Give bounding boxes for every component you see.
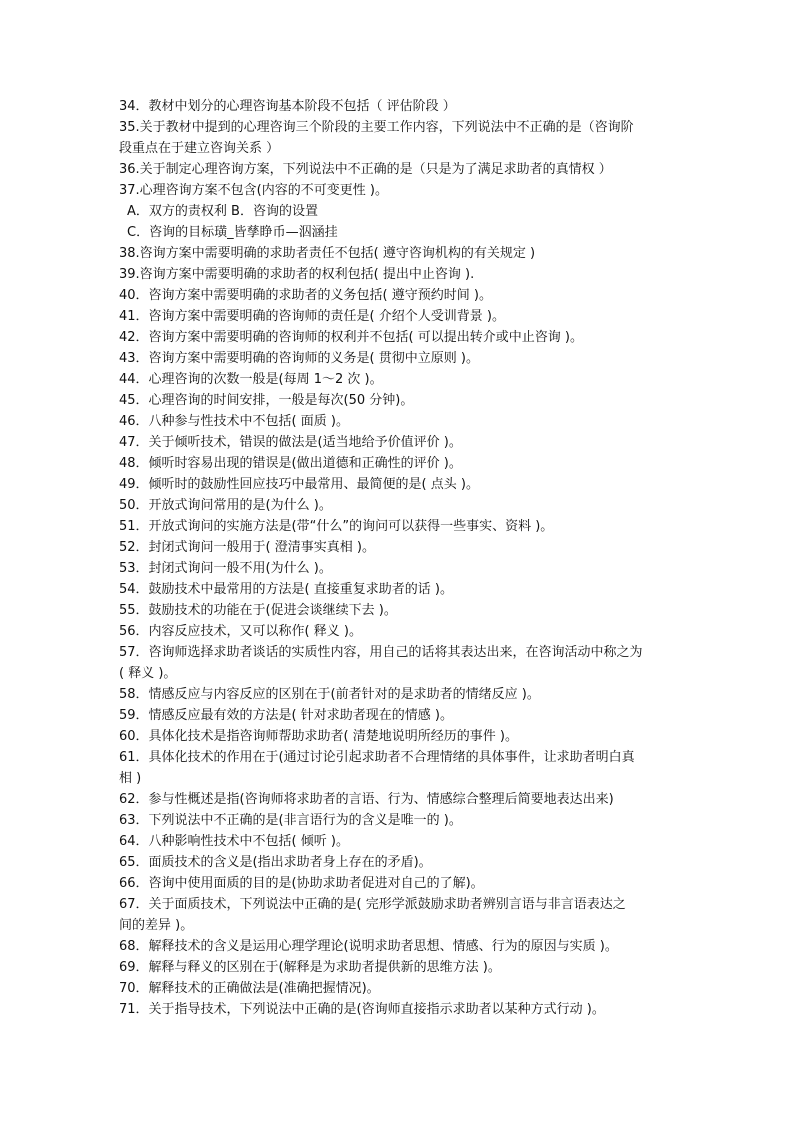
text-line: 50．开放式询问常用的是(为什么 )。 — [119, 498, 332, 513]
text-line: 39.咨询方案中需要明确的求助者的权利包括( 提出中止咨询 ). — [119, 267, 475, 282]
text-line: 段重点在于建立咨询关系 ） — [119, 141, 280, 156]
text-line: 63．下列说法中不正确的是(非言语行为的含义是唯一的 )。 — [119, 813, 462, 828]
text-line: 53．封闭式询问一般不用(为什么 )。 — [119, 561, 332, 576]
text-line: 54．鼓励技术中最常用的方法是( 直接重复求助者的话 )。 — [119, 582, 453, 597]
text-line: 67．关于面质技术，下列说法中正确的是( 完形学派鼓励求助者辨别言语与非言语表达之 — [119, 897, 626, 912]
text-line: 68．解释技术的含义是运用心理学理论(说明求助者思想、情感、行为的原因与实质 )。 — [119, 939, 618, 954]
text-line: 52．封闭式询问一般用于( 澄清事实真相 )。 — [119, 540, 375, 555]
text-line: 48．倾听时容易出现的错误是(做出道德和正确性的评价 )。 — [119, 456, 462, 471]
option-line: A．双方的责权利 B．咨询的设置 — [127, 204, 318, 219]
question-list — [119, 96, 679, 1020]
text-line: 37.心理咨询方案不包含(内容的不可变更性 )。 — [119, 183, 388, 198]
text-line: 62．参与性概述是指(咨询师将求助者的言语、行为、情感综合整理后简要地表达出来) — [119, 792, 614, 807]
text-line: 45．心理咨询的时间安排，一般是每次(50 分钟)。 — [119, 393, 414, 408]
text-line: 61．具体化技术的作用在于(通过讨论引起求助者不合理情绪的具体事件，让求助者明白真 — [119, 750, 635, 765]
text-line: ( 释义 )。 — [119, 666, 177, 681]
text-line: 70．解释技术的正确做法是(准确把握情况)。 — [119, 981, 380, 996]
text-line: 49．倾听时的鼓励性回应技巧中最常用、最简便的是( 点头 )。 — [119, 477, 479, 492]
text-line: 41．咨询方案中需要明确的咨询师的责任是( 介绍个人受训背景 )。 — [119, 309, 505, 324]
text-line: 43．咨询方案中需要明确的咨询师的义务是( 贯彻中立原则 )。 — [119, 351, 479, 366]
text-line: 51．开放式询问的实施方法是(带“什么”的询问可以获得一些事实、资料 )。 — [119, 519, 554, 534]
text-line: 64．八种影响性技术中不包括( 倾听 )。 — [119, 834, 349, 849]
text-line: 55．鼓励技术的功能在于(促进会谈继续下去 )。 — [119, 603, 397, 618]
text-line: 46．八种参与性技术中不包括( 面质 )。 — [119, 414, 349, 429]
text-line: 59．情感反应最有效的方法是( 针对求助者现在的情感 )。 — [119, 708, 453, 723]
text-line: 47．关于倾听技术，错误的做法是(适当地给予价值评价 )。 — [119, 435, 462, 450]
text-line: 42．咨询方案中需要明确的咨询师的权利并不包括( 可以提出转介或中止咨询 )。 — [119, 330, 583, 345]
text-line: 58．情感反应与内容反应的区别在于(前者针对的是求助者的情绪反应 )。 — [119, 687, 540, 702]
text-line: 间的差异 )。 — [119, 918, 194, 933]
text-line: 71．关于指导技术，下列说法中正确的是(咨询师直接指示求助者以某种方式行动 )。 — [119, 1002, 605, 1017]
text-line: 38.咨询方案中需要明确的求助者责任不包括( 遵守咨询机构的有关规定 ) — [119, 246, 536, 261]
text-line: 44．心理咨询的次数一般是(每周 1～2 次 )。 — [119, 372, 383, 387]
text-line: 34．教材中划分的心理咨询基本阶段不包括（ 评估阶段 ） — [119, 99, 456, 114]
text-line: 65．面质技术的含义是(指出求助者身上存在的矛盾)。 — [119, 855, 432, 870]
option-line: C．咨询的目标璜_皆孳睁币—泅涵挂 — [127, 225, 338, 240]
text-line: 36.关于制定心理咨询方案，下列说法中不正确的是（只是为了满足求助者的真情权 ） — [119, 162, 612, 177]
text-line: 60．具体化技术是指咨询师帮助求助者( 清楚地说明所经历的事件 )。 — [119, 729, 518, 744]
text-line: 66．咨询中使用面质的目的是(协助求助者促进对自己的了解)。 — [119, 876, 484, 891]
text-line: 56．内容反应技术，又可以称作( 释义 )。 — [119, 624, 362, 639]
text-line: 40．咨询方案中需要明确的求助者的义务包括( 遵守预约时间 )。 — [119, 288, 492, 303]
text-line: 57．咨询师选择求助者谈话的实质性内容，用自己的话将其表达出来，在咨询活动中称之为 — [119, 645, 643, 660]
text-line: 35.关于教材中提到的心理咨询三个阶段的主要工作内容，下列说法中不正确的是（咨询阶 — [119, 120, 634, 135]
text-line: 相 ) — [119, 771, 142, 786]
text-line: 69．解释与释义的区别在于(解释是为求助者提供新的思维方法 )。 — [119, 960, 501, 975]
